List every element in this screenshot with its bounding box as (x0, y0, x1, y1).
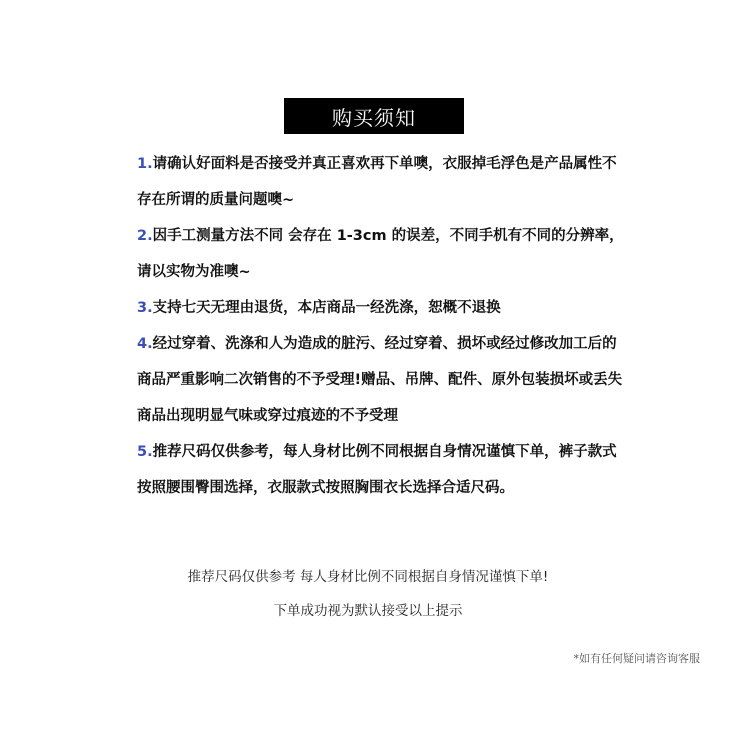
rule-number: 2. (137, 228, 153, 244)
rule-number: 1. (137, 156, 153, 172)
rule-text: 请确认好面料是否接受并真正喜欢再下单噢，衣服掉毛浮色是产品属性不存在所谓的质量问题噢~ (137, 156, 617, 208)
rule-text: 经过穿着、洗涤和人为造成的脏污、经过穿着、损坏或经过修改加工后的商品严重影响二次销售的不予受理!赠品、吊牌、配件、原外包装损坏或丢失商品出现明显气味或穿过痕迹的不予受理 (137, 336, 623, 424)
page-title (284, 98, 464, 134)
acceptance-note: 下单成功视为默认接受以上提示 (273, 603, 463, 619)
size-advice-note: 推荐尺码仅供参考 每人身材比例不同根据自身情况谨慎下单! (187, 569, 549, 585)
rule-item-1 (137, 146, 627, 218)
rule-number: 4. (137, 336, 153, 352)
rules-list (137, 146, 627, 506)
rule-item-4 (137, 326, 627, 434)
page-title-text: 购买须知 (332, 105, 416, 130)
rule-item-3 (137, 290, 627, 326)
rule-item-5 (137, 434, 627, 506)
rule-text: 支持七天无理由退货，本店商品一经洗涤，恕概不退换 (152, 300, 501, 316)
rule-item-2 (137, 218, 627, 290)
rule-number: 3. (137, 300, 153, 316)
rule-text: 推荐尺码仅供参考，每人身材比例不同根据自身情况谨慎下单，裤子款式按照腰围臀围选择，衣服款式按照胸围衣长选择合适尺码。 (137, 444, 617, 496)
rule-text: 因手工测量方法不同 会存在 1-3cm 的误差，不同手机有不同的分辨率，请以实物为准噢~ (137, 228, 624, 280)
rule-number: 5. (137, 444, 153, 460)
contact-service-note: *如有任何疑问请咨询客服 (573, 652, 700, 665)
